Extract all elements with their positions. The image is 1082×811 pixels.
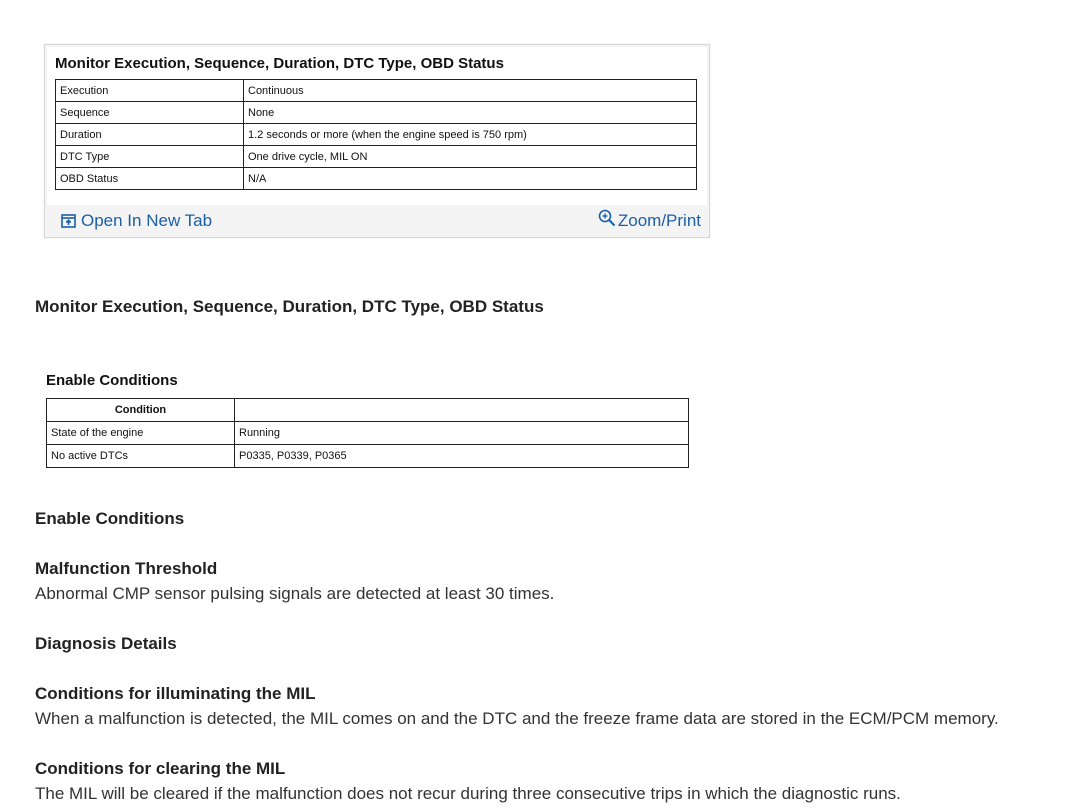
table-row: [56, 102, 697, 124]
table-row: [47, 422, 689, 445]
row-value: 1.2 seconds or more (when the engine speed is 750 rpm): [244, 124, 697, 146]
enable-caption: Enable Conditions: [35, 509, 185, 528]
malfunction-heading: Malfunction Threshold: [35, 559, 218, 578]
monitor-table: [55, 79, 697, 190]
illuminating-heading: Conditions for illuminating the MIL: [35, 684, 316, 703]
open-in-new-tab-label: Open In New Tab: [81, 211, 213, 230]
zoom-print-link[interactable]: [598, 211, 701, 231]
table-row: [56, 168, 697, 190]
row-value: Continuous: [244, 80, 697, 102]
row-value: None: [244, 102, 697, 124]
row-value: P0335, P0339, P0365: [235, 445, 689, 468]
malfunction-text: Abnormal CMP sensor pulsing signals are detected at least 30 times.: [35, 584, 555, 603]
row-key: Sequence: [56, 102, 244, 124]
enable-conditions-title: Enable Conditions: [46, 372, 178, 389]
table-row: [56, 80, 697, 102]
row-key: State of the engine: [47, 422, 235, 445]
row-key: No active DTCs: [47, 445, 235, 468]
row-key: OBD Status: [56, 168, 244, 190]
row-value: One drive cycle, MIL ON: [244, 146, 697, 168]
enable-conditions-table: [46, 398, 689, 468]
zoom-print-label: Zoom/Print: [617, 211, 701, 230]
figure-title: Monitor Execution, Sequence, Duration, DTC Type, OBD Status: [55, 55, 504, 72]
table-row: [56, 146, 697, 168]
row-key: Execution: [56, 80, 244, 102]
open-new-tab-icon: [61, 214, 76, 228]
condition-header: Condition: [47, 399, 235, 422]
row-value: N/A: [244, 168, 697, 190]
clearing-heading: Conditions for clearing the MIL: [35, 759, 286, 778]
row-key: DTC Type: [56, 146, 244, 168]
table-row: [56, 124, 697, 146]
open-in-new-tab-link[interactable]: [61, 211, 212, 231]
illuminating-text: When a malfunction is detected, the MIL comes on and the DTC and the freeze frame data are stored in the ECM/PCM memory.: [35, 709, 999, 728]
diagnosis-heading: Diagnosis Details: [35, 634, 177, 653]
figure-card: [44, 44, 710, 238]
figure-content: [47, 47, 707, 205]
table-header-row: [47, 399, 689, 422]
empty-header: [235, 399, 689, 422]
monitor-caption: Monitor Execution, Sequence, Duration, DTC Type, OBD Status: [35, 297, 544, 316]
zoom-in-icon: [598, 209, 616, 227]
table-row: [47, 445, 689, 468]
figure-footer: [45, 205, 709, 237]
clearing-text: The MIL will be cleared if the malfunction does not recur during three consecutive trips in which the diagnostic runs.: [35, 784, 901, 803]
row-key: Duration: [56, 124, 244, 146]
row-value: Running: [235, 422, 689, 445]
